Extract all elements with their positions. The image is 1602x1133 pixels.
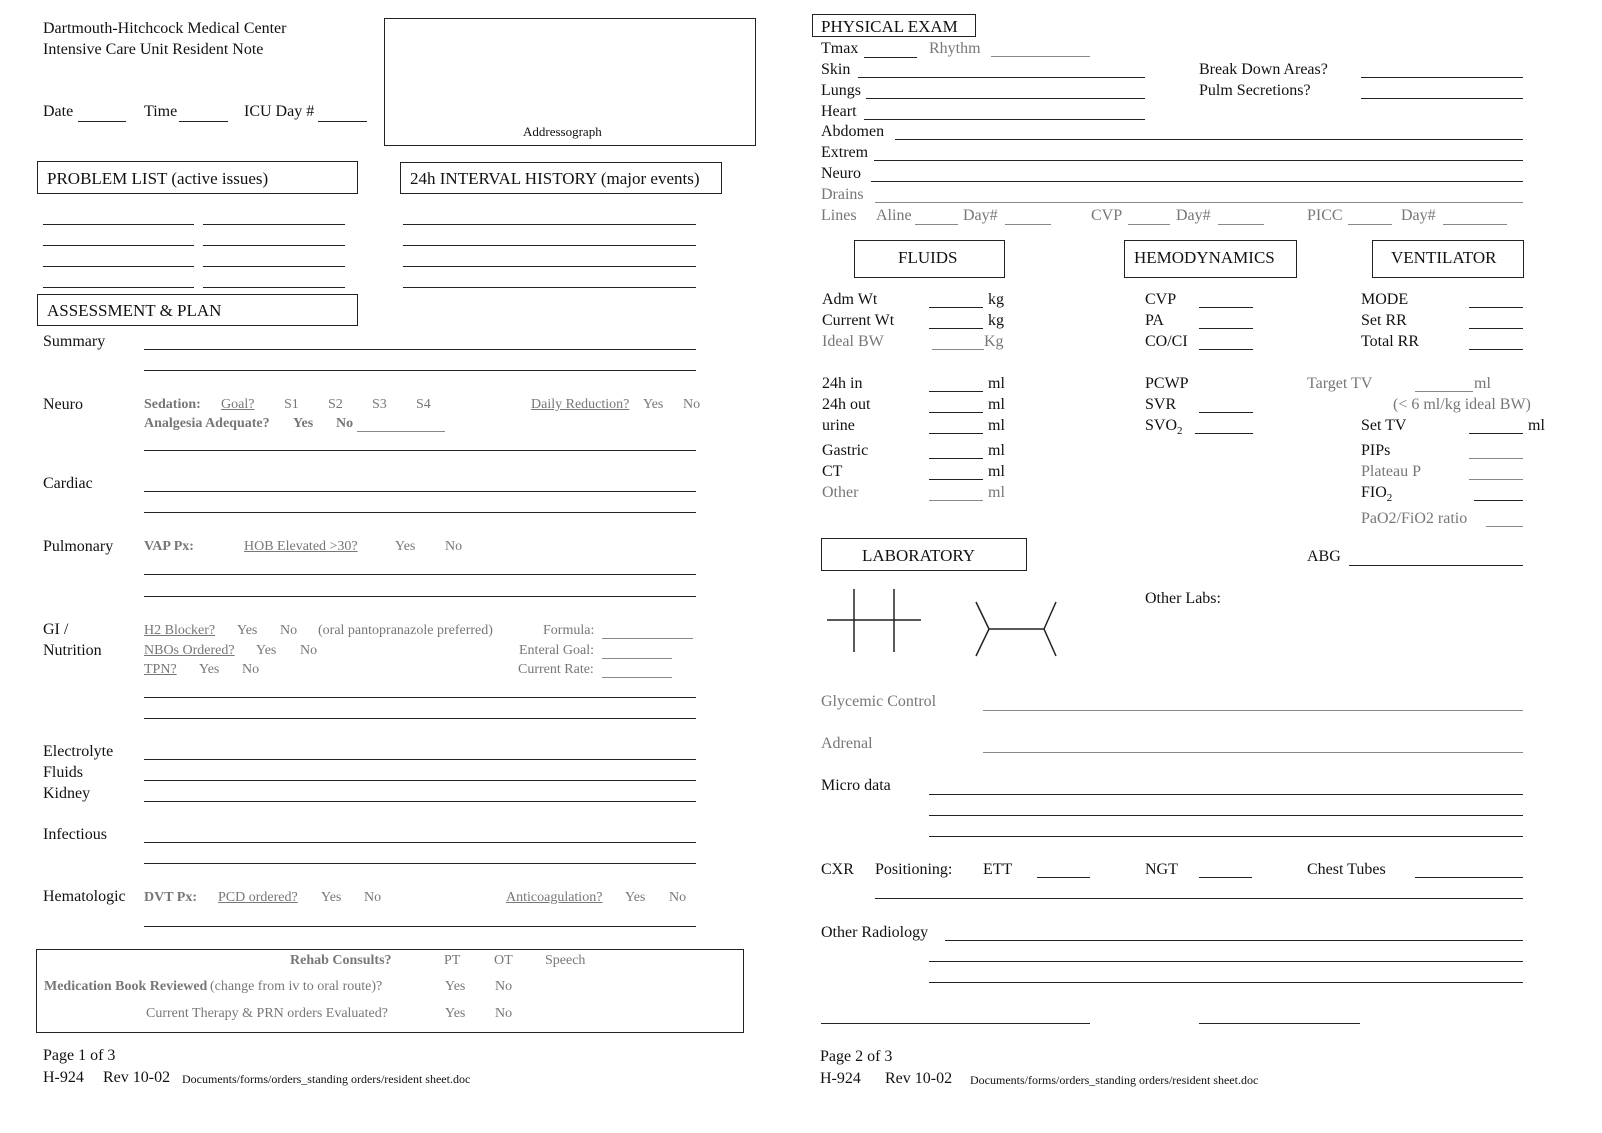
in24-field[interactable] (929, 391, 983, 392)
lungs-label: Lungs (821, 82, 861, 99)
micro-field-1[interactable] (929, 794, 1523, 795)
enteral-goal-field[interactable] (602, 658, 672, 659)
laboratory-title: LABORATORY (862, 546, 976, 565)
adm-wt-unit: kg (988, 291, 1004, 308)
date-label: Date (43, 103, 74, 120)
cvp-line-field[interactable] (1128, 224, 1170, 225)
time-field[interactable] (179, 121, 228, 122)
nutrition-label: Nutrition (43, 642, 102, 659)
nbo-yes[interactable]: Yes (256, 643, 277, 658)
revision-2: Rev 10-02 (885, 1070, 953, 1087)
anticoag-yes[interactable]: Yes (625, 890, 646, 905)
pcwp-label: PCWP (1145, 375, 1189, 392)
lungs-field[interactable] (866, 98, 1145, 99)
set-tv-label: Set TV (1361, 417, 1407, 434)
other-radiology-field-3[interactable] (929, 982, 1523, 983)
out24-unit: ml (988, 396, 1005, 413)
formula-label: Formula: (543, 623, 595, 638)
doc-path-2: Documents/forms/orders_standing orders/resident sheet.doc (970, 1073, 1259, 1087)
coci-field[interactable] (1199, 349, 1253, 350)
neuro-line[interactable] (144, 450, 696, 451)
formula-field[interactable] (602, 638, 693, 639)
current-therapy-yes[interactable]: Yes (445, 1006, 466, 1021)
adm-wt-field[interactable] (929, 307, 983, 308)
mode-label: MODE (1361, 291, 1409, 308)
current-rate-label: Current Rate: (518, 662, 594, 677)
extrem-label: Extrem (821, 144, 869, 161)
pulmonary-line-2[interactable] (144, 596, 696, 597)
h2-yes[interactable]: Yes (237, 623, 258, 638)
ett-field[interactable] (1037, 877, 1090, 878)
chem-fishbone-diagram[interactable] (968, 597, 1064, 661)
drains-field[interactable] (875, 202, 1523, 203)
current-rate-field[interactable] (602, 677, 672, 678)
page-number-1: Page 1 of 3 (43, 1047, 116, 1064)
hd-cvp-label: CVP (1145, 291, 1177, 308)
gastric-field[interactable] (929, 458, 983, 459)
skin-field[interactable] (858, 77, 1145, 78)
form-id-1: H-924 (43, 1069, 84, 1086)
cxr-line[interactable] (875, 898, 1523, 899)
h2-blocker-label: H2 Blocker? (144, 623, 216, 638)
electrolyte-label: Electrolyte (43, 743, 114, 760)
cvp-day-field[interactable] (1218, 224, 1264, 225)
set-tv-unit: ml (1528, 417, 1545, 434)
hemodynamics-title: HEMODYNAMICS (1134, 248, 1275, 267)
current-wt-label: Current Wt (822, 312, 895, 329)
analgesia-label: Analgesia Adequate? (144, 416, 270, 431)
cardiac-label: Cardiac (43, 475, 93, 492)
pulmonary-label: Pulmonary (43, 538, 114, 555)
plateau-label: Plateau P (1361, 463, 1421, 480)
aline-field[interactable] (915, 224, 958, 225)
aline-day-field[interactable] (1005, 224, 1051, 225)
abdomen-field[interactable] (895, 139, 1523, 140)
dvt-label: DVT Px: (144, 890, 198, 905)
micro-field-3[interactable] (929, 836, 1523, 837)
heart-label: Heart (821, 103, 857, 120)
out24-field[interactable] (929, 412, 983, 413)
ideal-bw-field[interactable] (932, 349, 984, 350)
other-fluid-field[interactable] (929, 500, 983, 501)
signature-line-2[interactable] (1199, 1023, 1360, 1024)
urine-label: urine (822, 417, 855, 434)
total-rr-field[interactable] (1469, 349, 1523, 350)
svo2-field[interactable] (1195, 433, 1253, 434)
other-fluid-label: Other (822, 484, 859, 501)
current-therapy-label: Current Therapy & PRN orders Evaluated? (146, 1006, 388, 1021)
sedation-label: Sedation: (144, 397, 201, 412)
ct-label: CT (822, 463, 843, 480)
adm-wt-label: Adm Wt (822, 291, 878, 308)
pa-field[interactable] (1199, 328, 1253, 329)
pe-neuro-field[interactable] (871, 181, 1523, 182)
analgesia-no[interactable]: No (336, 416, 354, 431)
other-labs-label: Other Labs: (1145, 590, 1221, 607)
set-rr-field[interactable] (1469, 328, 1523, 329)
in24-unit: ml (988, 375, 1005, 392)
time-label: Time (144, 103, 178, 120)
tmax-label: Tmax (821, 40, 859, 57)
rhythm-field[interactable] (991, 56, 1090, 57)
s2-option[interactable]: S2 (328, 397, 343, 412)
rehab-pt[interactable]: PT (444, 953, 461, 968)
tpn-no[interactable]: No (242, 662, 260, 677)
problem-list-title: PROBLEM LIST (active issues) (47, 169, 269, 188)
urine-field[interactable] (929, 433, 983, 434)
cbc-fishbone-diagram[interactable] (820, 585, 930, 657)
coci-label: CO/CI (1145, 333, 1188, 350)
hematologic-label: Hematologic (43, 888, 126, 905)
current-therapy-no[interactable]: No (495, 1006, 513, 1021)
other-radiology-field-2[interactable] (929, 961, 1523, 962)
date-field[interactable] (78, 121, 126, 122)
daily-reduction-no[interactable]: No (683, 397, 701, 412)
summary-label: Summary (43, 333, 106, 350)
s1-option[interactable]: S1 (284, 397, 299, 412)
anticoag-no[interactable]: No (669, 890, 687, 905)
pao2-fio2-field[interactable] (1486, 526, 1523, 527)
nbo-label: NBOs Ordered? (144, 643, 235, 658)
lines-label: Lines (821, 207, 857, 224)
cvp-day-label: Day# (1176, 207, 1211, 224)
picc-day-field[interactable] (1443, 224, 1507, 225)
analgesia-field[interactable] (357, 431, 445, 432)
hematologic-line[interactable] (144, 926, 696, 927)
fio2-label: $FIO_2$ (1361, 484, 1393, 505)
pe-neuro-label: Neuro (821, 165, 861, 182)
adrenal-label: Adrenal (821, 735, 873, 752)
gi-label: GI / (43, 621, 69, 638)
target-tv-label: Target TV (1307, 375, 1373, 392)
pips-label: PIPs (1361, 442, 1391, 459)
svo2-label: $SVO_2$ (1145, 417, 1183, 438)
plateau-field[interactable] (1469, 479, 1523, 480)
assessment-plan-title: ASSESSMENT & PLAN (47, 301, 222, 320)
page-number-2: Page 2 of 3 (820, 1048, 893, 1065)
fluids-title: FLUIDS (898, 248, 958, 267)
fio2-field[interactable] (1474, 500, 1523, 501)
anticoag-label: Anticoagulation? (506, 890, 603, 905)
nbo-no[interactable]: No (300, 643, 318, 658)
addressograph-label: Addressograph (523, 124, 602, 139)
current-wt-field[interactable] (929, 328, 983, 329)
ventilator-title: VENTILATOR (1391, 248, 1497, 267)
rehab-ot[interactable]: OT (494, 953, 513, 968)
cardiac-line-2[interactable] (144, 512, 696, 513)
infectious-line-1[interactable] (144, 842, 696, 843)
h2-no[interactable]: No (280, 623, 298, 638)
micro-label: Micro data (821, 777, 891, 794)
cvp-line-label: CVP (1091, 207, 1123, 224)
aline-day-label: Day# (963, 207, 998, 224)
chest-tubes-field[interactable] (1415, 877, 1523, 878)
svr-label: SVR (1145, 396, 1177, 413)
abdomen-label: Abdomen (821, 123, 885, 140)
drains-label: Drains (821, 186, 864, 203)
infectious-label: Infectious (43, 826, 107, 843)
hob-no[interactable]: No (445, 539, 463, 554)
ideal-bw-label: Ideal BW (822, 333, 884, 350)
total-rr-label: Total RR (1361, 333, 1419, 350)
picc-label: PICC (1307, 207, 1343, 224)
picc-day-label: Day# (1401, 207, 1436, 224)
tv-note: (< 6 ml/kg ideal BW) (1393, 396, 1531, 413)
other-radiology-field-1[interactable] (945, 940, 1523, 941)
other-radiology-label: Other Radiology (821, 924, 929, 941)
med-book-note: (change from iv to oral route)? (210, 979, 383, 994)
current-wt-unit: kg (988, 312, 1004, 329)
extrem-field[interactable] (874, 160, 1523, 161)
ideal-bw-unit: Kg (984, 333, 1004, 350)
summary-line-2[interactable] (144, 370, 696, 371)
s3-option[interactable]: S3 (372, 397, 387, 412)
gi-line-1[interactable] (144, 697, 696, 698)
pcd-yes[interactable]: Yes (321, 890, 342, 905)
pa-label: PA (1145, 312, 1164, 329)
breakdown-label: Break Down Areas? (1199, 61, 1328, 78)
pips-field[interactable] (1469, 458, 1523, 459)
rhythm-label: Rhythm (929, 40, 981, 57)
cardiac-line-1[interactable] (144, 491, 696, 492)
abg-label: ABG (1307, 548, 1341, 565)
tmax-field[interactable] (864, 57, 917, 58)
icu-day-field[interactable] (318, 121, 367, 122)
positioning-label: Positioning: (875, 861, 953, 878)
med-book-yes[interactable]: Yes (445, 979, 466, 994)
kidney-label: Kidney (43, 785, 91, 802)
enteral-goal-label: Enteral Goal: (519, 643, 595, 658)
chest-tubes-label: Chest Tubes (1307, 861, 1386, 878)
summary-line-1[interactable] (144, 349, 696, 350)
urine-unit: ml (988, 417, 1005, 434)
analgesia-yes[interactable]: Yes (293, 416, 314, 431)
physical-exam-title: PHYSICAL EXAM (821, 17, 958, 36)
med-book-no[interactable]: No (495, 979, 513, 994)
s4-option[interactable]: S4 (416, 397, 431, 412)
rehab-consults-label: Rehab Consults? (290, 953, 392, 968)
gastric-unit: ml (988, 442, 1005, 459)
efk-line-3[interactable] (144, 801, 696, 802)
pulm-secretions-label: Pulm Secretions? (1199, 82, 1311, 99)
rehab-speech[interactable]: Speech (545, 953, 586, 968)
abg-field[interactable] (1349, 565, 1523, 566)
signature-line-1[interactable] (821, 1023, 1090, 1024)
interval-history-title: 24h INTERVAL HISTORY (major events) (410, 169, 700, 188)
hd-cvp-field[interactable] (1199, 307, 1253, 308)
skin-label: Skin (821, 61, 851, 78)
med-book-label: Medication Book Reviewed (44, 979, 208, 994)
picc-field[interactable] (1348, 224, 1392, 225)
vap-label: VAP Px: (144, 539, 194, 554)
breakdown-field[interactable] (1361, 77, 1523, 78)
hob-yes[interactable]: Yes (395, 539, 416, 554)
pcd-label: PCD ordered? (218, 890, 298, 905)
pcd-no[interactable]: No (364, 890, 382, 905)
hob-label: HOB Elevated >30? (244, 539, 358, 554)
revision-1: Rev 10-02 (103, 1069, 171, 1086)
ett-label: ETT (983, 861, 1013, 878)
gastric-label: Gastric (822, 442, 869, 459)
ct-unit: ml (988, 463, 1005, 480)
icu-day-label: ICU Day # (244, 103, 315, 120)
svr-field[interactable] (1199, 412, 1253, 413)
doc-path-1: Documents/forms/orders_standing orders/resident sheet.doc (182, 1072, 471, 1086)
daily-reduction-label: Daily Reduction? (531, 397, 630, 412)
mode-field[interactable] (1469, 307, 1523, 308)
aline-label: Aline (876, 207, 912, 224)
adrenal-field[interactable] (983, 752, 1523, 753)
tpn-label: TPN? (144, 662, 177, 677)
in24-label: 24h in (822, 375, 863, 392)
heart-field[interactable] (864, 119, 1145, 120)
goal-label: Goal? (221, 397, 255, 412)
institution-name: Dartmouth-Hitchcock Medical Center (43, 20, 287, 37)
gi-line-2[interactable] (144, 718, 696, 719)
note-title: Intensive Care Unit Resident Note (43, 41, 264, 58)
out24-label: 24h out (822, 396, 871, 413)
pulmonary-line-1[interactable] (144, 574, 696, 575)
micro-field-2[interactable] (929, 815, 1523, 816)
form-id-2: H-924 (820, 1070, 861, 1087)
glycemic-field[interactable] (983, 710, 1523, 711)
tpn-yes[interactable]: Yes (199, 662, 220, 677)
fluids-label: Fluids (43, 764, 84, 781)
set-tv-field[interactable] (1469, 433, 1523, 434)
pao2-fio2-label: PaO2/FiO2 ratio (1361, 510, 1468, 527)
oral-pref-note: (oral pantopranazole preferred) (318, 623, 493, 638)
ngt-field[interactable] (1199, 877, 1252, 878)
target-tv-field[interactable] (1415, 391, 1473, 392)
cxr-label: CXR (821, 861, 854, 878)
glycemic-label: Glycemic Control (821, 693, 937, 710)
neuro-label: Neuro (43, 396, 83, 413)
other-fluid-unit: ml (988, 484, 1005, 501)
pulm-secretions-field[interactable] (1361, 98, 1523, 99)
ct-field[interactable] (929, 479, 983, 480)
ngt-label: NGT (1145, 861, 1178, 878)
infectious-line-2[interactable] (144, 863, 696, 864)
efk-line-2[interactable] (144, 780, 696, 781)
daily-reduction-yes[interactable]: Yes (643, 397, 664, 412)
target-tv-unit: ml (1474, 375, 1491, 392)
efk-line-1[interactable] (144, 759, 696, 760)
set-rr-label: Set RR (1361, 312, 1407, 329)
